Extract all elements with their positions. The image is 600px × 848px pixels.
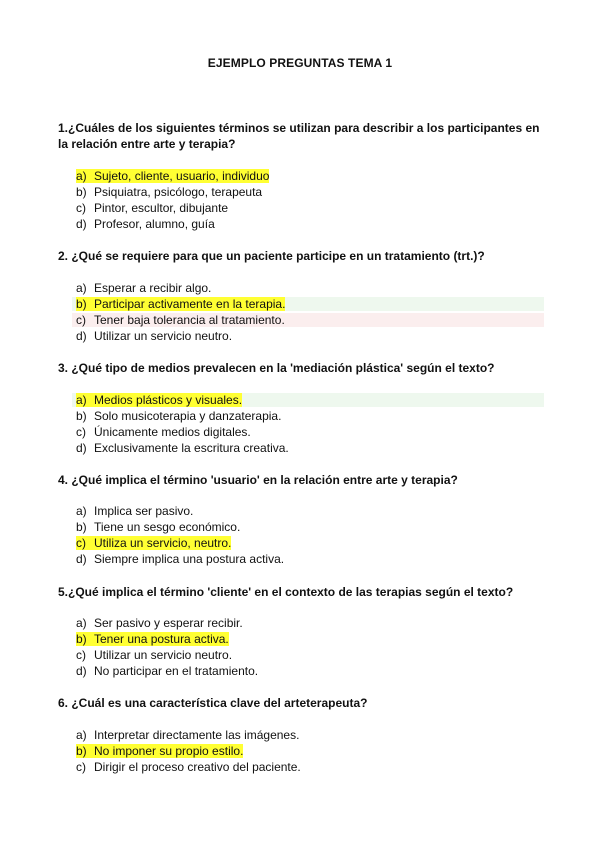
option-letter: a) bbox=[76, 616, 87, 630]
option-text: Implica ser pasivo. bbox=[94, 504, 194, 518]
question-6: 6. ¿Cuál es una característica clave del arteterapeuta? bbox=[58, 696, 368, 710]
option-text: Tener baja tolerancia al tratamiento. bbox=[94, 313, 285, 327]
option-letter: a) bbox=[76, 504, 87, 518]
option-5b bbox=[76, 631, 546, 647]
document-title: EJEMPLO PREGUNTAS TEMA 1 bbox=[207, 56, 393, 70]
option-letter: b) bbox=[76, 185, 87, 199]
option-letter: c) bbox=[76, 760, 86, 774]
option-1d bbox=[76, 216, 546, 232]
option-text: No participar en el tratamiento. bbox=[94, 664, 259, 678]
option-text: Siempre implica una postura activa. bbox=[94, 552, 285, 566]
option-letter: b) bbox=[76, 409, 87, 423]
option-text: Profesor, alumno, guía bbox=[94, 217, 215, 231]
option-4a bbox=[76, 503, 546, 519]
option-text: Tener una postura activa. bbox=[94, 632, 229, 646]
option-3a bbox=[76, 392, 546, 408]
option-6c bbox=[76, 759, 546, 775]
option-6b bbox=[76, 743, 546, 759]
option-5d bbox=[76, 663, 546, 679]
option-letter: c) bbox=[76, 425, 86, 439]
option-text: No imponer su propio estilo. bbox=[94, 744, 244, 758]
question-6-options bbox=[76, 727, 546, 775]
option-text: Ser pasivo y esperar recibir. bbox=[94, 616, 243, 630]
option-text: Dirigir el proceso creativo del paciente. bbox=[94, 760, 301, 774]
option-2a bbox=[76, 280, 546, 296]
option-text: Utilizar un servicio neutro. bbox=[94, 329, 233, 343]
option-letter: d) bbox=[76, 217, 87, 231]
option-1b bbox=[76, 184, 546, 200]
option-5a bbox=[76, 615, 546, 631]
option-text: Participar activamente en la terapia. bbox=[94, 297, 286, 311]
question-5-options bbox=[76, 615, 546, 679]
option-letter: d) bbox=[76, 329, 87, 343]
option-letter: a) bbox=[76, 281, 87, 295]
option-letter: d) bbox=[76, 441, 87, 455]
option-text: Psiquiatra, psicólogo, terapeuta bbox=[94, 185, 263, 199]
option-letter: a) bbox=[76, 728, 87, 742]
option-4b bbox=[76, 519, 546, 535]
option-letter: b) bbox=[76, 520, 87, 534]
question-5: 5.¿Qué implica el término 'cliente' en el contexto de las terapias según el texto? bbox=[58, 585, 514, 599]
option-letter: c) bbox=[76, 313, 86, 327]
option-text: Tiene un sesgo económico. bbox=[94, 520, 241, 534]
option-text: Únicamente medios digitales. bbox=[94, 425, 251, 439]
option-letter: b) bbox=[76, 632, 87, 646]
option-4d bbox=[76, 551, 546, 567]
option-letter: b) bbox=[76, 297, 87, 311]
question-4-options bbox=[76, 503, 546, 567]
option-letter: d) bbox=[76, 664, 87, 678]
option-text: Interpretar directamente las imágenes. bbox=[94, 728, 300, 742]
option-letter: a) bbox=[76, 393, 87, 407]
option-text: Exclusivamente la escritura creativa. bbox=[94, 441, 289, 455]
option-letter: b) bbox=[76, 744, 87, 758]
option-1c bbox=[76, 200, 546, 216]
option-text: Pintor, escultor, dibujante bbox=[94, 201, 229, 215]
option-2b bbox=[76, 296, 546, 312]
question-4: 4. ¿Qué implica el término 'usuario' en la relación entre arte y terapia? bbox=[58, 473, 458, 487]
question-3: 3. ¿Qué tipo de medios prevalecen en la 'mediación plástica' según el texto? bbox=[58, 361, 495, 375]
option-letter: d) bbox=[76, 552, 87, 566]
question-3-options bbox=[76, 392, 546, 456]
option-3d bbox=[76, 440, 546, 456]
option-5c bbox=[76, 647, 546, 663]
option-3c bbox=[76, 424, 546, 440]
question-2: 2. ¿Qué se requiere para que un paciente participe en un tratamiento (trt.)? bbox=[58, 249, 485, 263]
option-letter: a) bbox=[76, 169, 87, 183]
option-1a bbox=[76, 168, 546, 184]
option-3b bbox=[76, 408, 546, 424]
option-2c bbox=[76, 312, 546, 328]
option-4c bbox=[76, 535, 546, 551]
option-text: Solo musicoterapia y danzaterapia. bbox=[94, 409, 282, 423]
option-letter: c) bbox=[76, 201, 86, 215]
option-text: Esperar a recibir algo. bbox=[94, 281, 212, 295]
question-2-options bbox=[76, 280, 546, 344]
option-text: Utiliza un servicio, neutro. bbox=[94, 536, 232, 550]
option-text: Utilizar un servicio neutro. bbox=[94, 648, 233, 662]
option-letter: c) bbox=[76, 648, 86, 662]
option-2d bbox=[76, 328, 546, 344]
question-1: 1.¿Cuáles de los siguientes términos se utilizan para describir a los participantes en la relación entre arte y terapia? bbox=[58, 121, 540, 151]
option-text: Sujeto, cliente, usuario, individuo bbox=[94, 169, 270, 183]
question-1-options bbox=[76, 168, 546, 232]
option-6a bbox=[76, 727, 546, 743]
option-letter: c) bbox=[76, 536, 86, 550]
option-text: Medios plásticos y visuales. bbox=[94, 393, 243, 407]
